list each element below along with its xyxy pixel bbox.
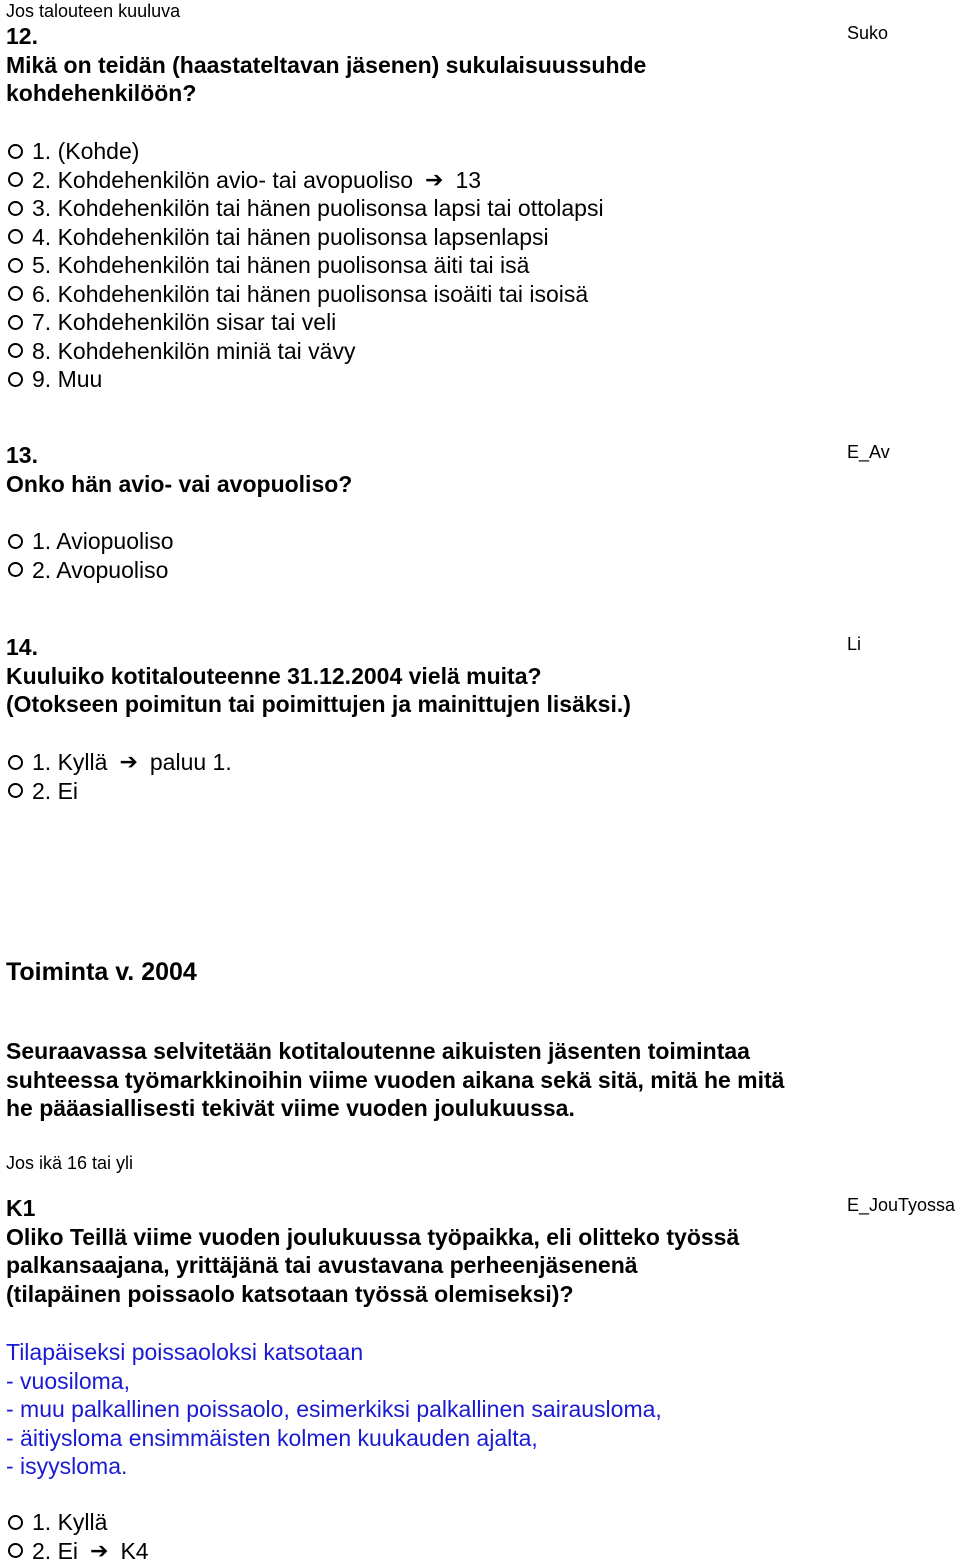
right-arrow-icon: ➔: [90, 1537, 108, 1565]
q13-options: [6, 527, 174, 584]
radio-option[interactable]: 2. Avopuoliso: [6, 556, 174, 585]
radio-option[interactable]: 2. Ei: [6, 777, 232, 806]
radio-option[interactable]: 5. Kohdehenkilön tai hänen puolisonsa äiti tai isä: [6, 251, 604, 280]
variable-name: E_JouTyossa: [847, 1194, 955, 1216]
radio-option[interactable]: 1. Kyllä ➔ paluu 1.: [6, 748, 232, 777]
radio-option[interactable]: 3. Kohdehenkilön tai hänen puolisonsa lapsi tai ottolapsi: [6, 194, 604, 223]
question-number: 14.: [6, 633, 631, 662]
radio-circle-icon[interactable]: [8, 783, 23, 798]
interviewer-instructions: Tilapäiseksi poissaoloksi katsotaan - vuosiloma, - muu palkallinen poissaolo, esimerkiksi palkallinen sairausloma, - äitiysloma ensimmäisten kolmen kuukauden ajalta, - isyysloma.: [6, 1338, 662, 1481]
radio-option[interactable]: 4. Kohdehenkilön tai hänen puolisonsa lapsenlapsi: [6, 223, 604, 252]
right-arrow-icon: ➔: [119, 748, 137, 777]
radio-option[interactable]: 9. Muu: [6, 365, 604, 394]
radio-circle-icon[interactable]: [8, 343, 23, 358]
section-intro: Seuraavassa selvitetään kotitaloutenne aikuisten jäsenten toimintaa suhteessa työmarkkinoihin viime vuoden aikana sekä sitä, mitä he mitä he pääasiallisesti tekivät viime vuoden joulukuussa.: [6, 1037, 784, 1123]
question-text: Onko hän avio- vai avopuoliso?: [6, 470, 352, 499]
radio-option[interactable]: 1. Aviopuoliso: [6, 527, 174, 556]
radio-circle-icon[interactable]: [8, 144, 23, 159]
variable-name: E_Av: [847, 441, 890, 463]
question-13: [6, 441, 352, 498]
radio-option[interactable]: 1. Kyllä: [6, 1508, 149, 1537]
radio-option[interactable]: 8. Kohdehenkilön miniä tai vävy: [6, 337, 604, 366]
question-text: kohdehenkilöön?: [6, 79, 646, 108]
radio-option[interactable]: 2. Ei ➔ K4: [6, 1537, 149, 1565]
k1-options: [6, 1508, 149, 1565]
q14-options: [6, 748, 232, 805]
condition-note: Jos ikä 16 tai yli: [6, 1152, 133, 1174]
variable-name: Li: [847, 633, 861, 655]
question-number: 13.: [6, 441, 352, 470]
radio-circle-icon[interactable]: [8, 755, 23, 770]
radio-circle-icon[interactable]: [8, 201, 23, 216]
radio-option[interactable]: 1. (Kohde): [6, 137, 604, 166]
radio-option[interactable]: 7. Kohdehenkilön sisar tai veli: [6, 308, 604, 337]
section-title: Toiminta v. 2004: [6, 957, 197, 987]
question-text: Kuuluiko kotitalouteenne 31.12.2004 vielä muita?: [6, 662, 631, 691]
question-14: [6, 633, 631, 719]
radio-circle-icon[interactable]: [8, 1515, 23, 1530]
radio-circle-icon[interactable]: [8, 286, 23, 301]
q12-options: [6, 137, 604, 394]
question-text: Mikä on teidän (haastateltavan jäsenen) sukulaisuussuhde: [6, 51, 646, 80]
right-arrow-icon: ➔: [425, 166, 443, 195]
radio-circle-icon[interactable]: [8, 258, 23, 273]
radio-circle-icon[interactable]: [8, 315, 23, 330]
question-text: (Otokseen poimitun tai poimittujen ja mainittujen lisäksi.): [6, 690, 631, 719]
radio-circle-icon[interactable]: [8, 172, 23, 187]
question-text: (tilapäinen poissaolo katsotaan työssä olemiseksi)?: [6, 1280, 739, 1309]
question-text: Oliko Teillä viime vuoden joulukuussa työpaikka, eli olitteko työssä: [6, 1223, 739, 1252]
radio-option[interactable]: 6. Kohdehenkilön tai hänen puolisonsa isoäiti tai isoisä: [6, 280, 604, 309]
radio-circle-icon[interactable]: [8, 534, 23, 549]
radio-circle-icon[interactable]: [8, 1543, 23, 1558]
question-text: palkansaajana, yrittäjänä tai avustavana perheenjäsenenä: [6, 1251, 739, 1280]
question-number: K1: [6, 1194, 739, 1223]
question-12: [6, 22, 646, 108]
radio-option[interactable]: 2. Kohdehenkilön avio- tai avopuoliso ➔ 13: [6, 166, 604, 195]
question-k1: [6, 1194, 739, 1308]
radio-circle-icon[interactable]: [8, 229, 23, 244]
radio-circle-icon[interactable]: [8, 562, 23, 577]
question-number: 12.: [6, 22, 646, 51]
header-note: Jos talouteen kuuluva: [6, 0, 180, 22]
radio-circle-icon[interactable]: [8, 372, 23, 387]
variable-name: Suko: [847, 22, 888, 44]
